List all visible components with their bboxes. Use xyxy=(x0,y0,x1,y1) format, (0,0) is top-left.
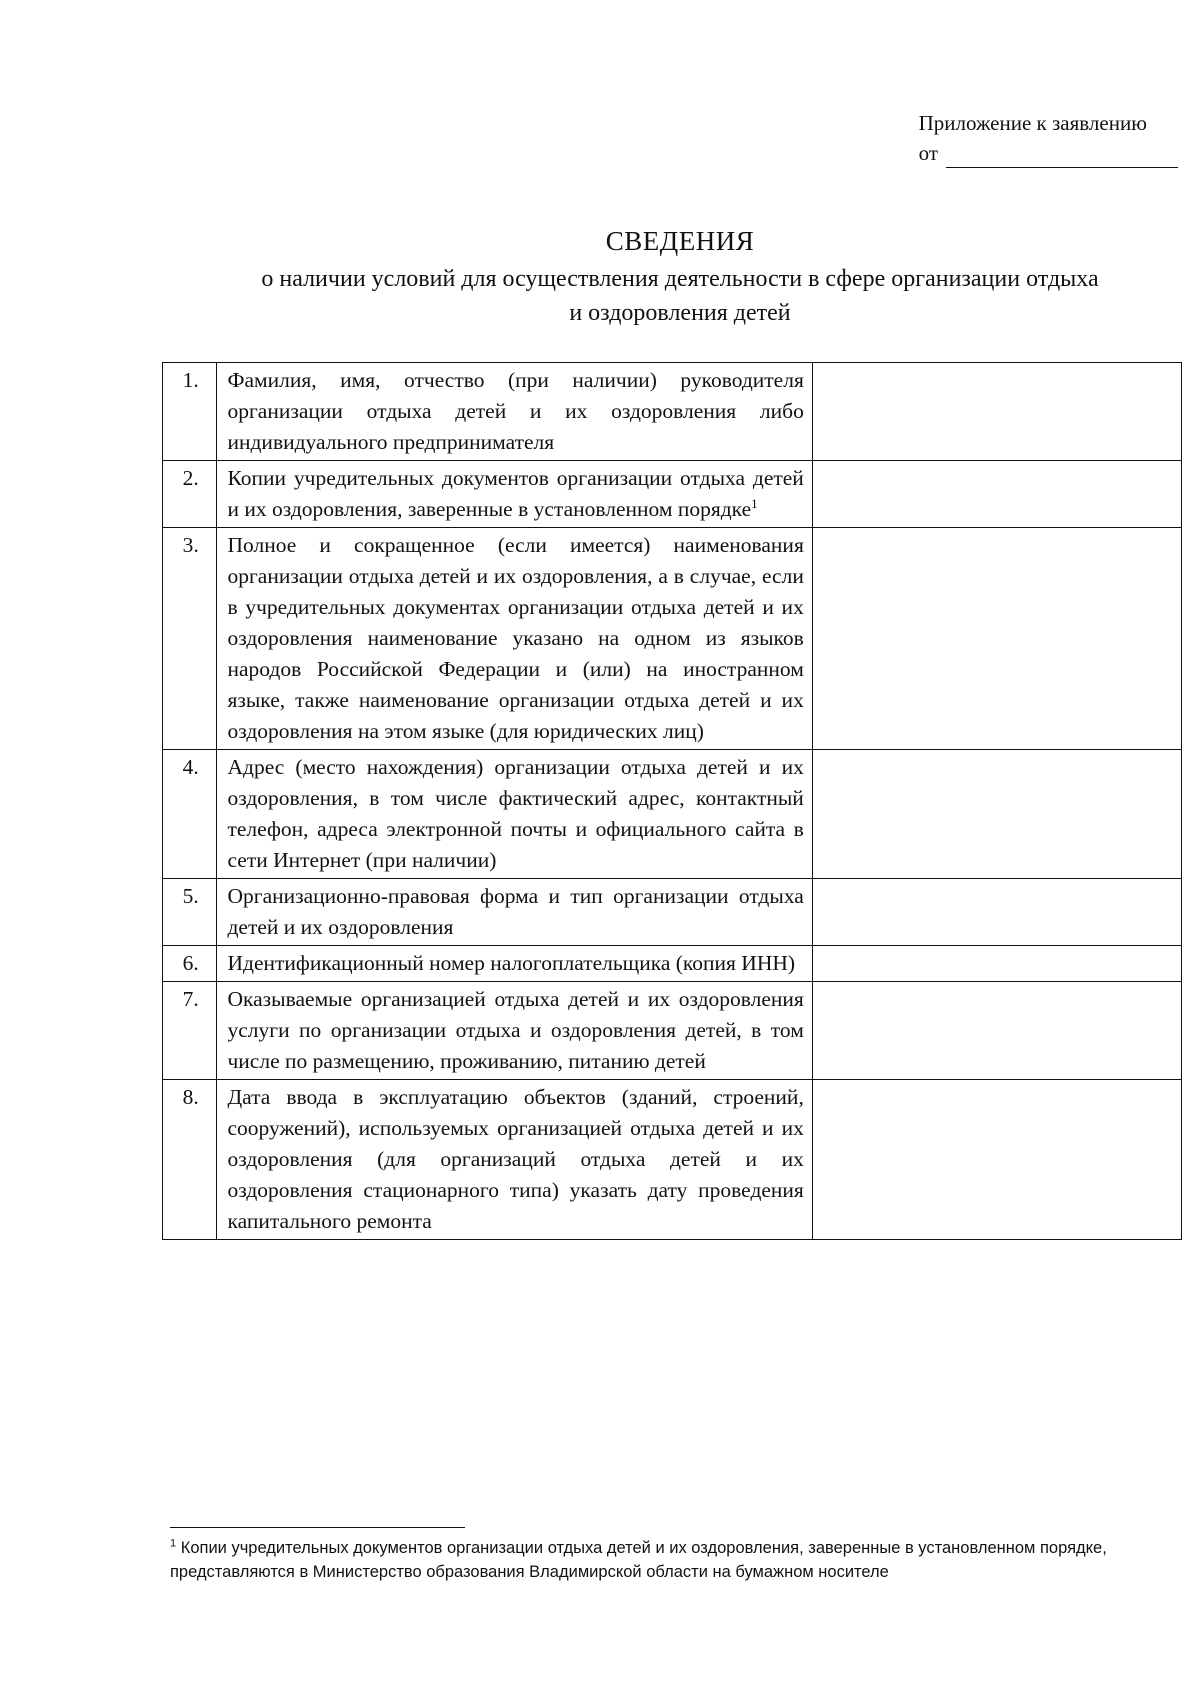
table-row xyxy=(163,982,1182,1080)
info-table xyxy=(162,362,1182,1240)
row-value-cell[interactable] xyxy=(812,750,1181,879)
row-number: 4. xyxy=(163,750,217,879)
table-row xyxy=(163,879,1182,946)
table-row xyxy=(163,363,1182,461)
from-blank-field[interactable] xyxy=(946,145,1178,168)
row-number: 7. xyxy=(163,982,217,1080)
row-number: 8. xyxy=(163,1080,217,1240)
row-number: 3. xyxy=(163,528,217,750)
table-row xyxy=(163,946,1182,982)
row-description: Организационно-правовая форма и тип организации отдыха детей и их оздоровления xyxy=(217,879,812,946)
row-value-cell[interactable] xyxy=(812,879,1181,946)
footnote-mark: 1 xyxy=(170,1537,177,1550)
row-description xyxy=(217,461,812,528)
row-value-cell[interactable] xyxy=(812,363,1181,461)
row-description: Полное и сокращенное (если имеется) наименования организации отдыха детей и их оздоровления, а в случае, если в учредительных документах организации отдыха детей и их оздоровления наименование указано на одном из языков народов Российской Федерации и (или) на иностранном языке, также наименование организации отдыха детей и их оздоровления на этом языке (для юридических лиц) xyxy=(217,528,812,750)
subtitle-line-1: о наличии условий для осуществления деятельности в сфере организации отдыха xyxy=(261,266,1099,292)
row-number: 6. xyxy=(163,946,217,982)
from-label: от xyxy=(918,141,938,165)
document-subtitle xyxy=(160,262,1200,330)
appendix-header xyxy=(919,108,1178,168)
row-description: Оказываемые организацией отдыха детей и их оздоровления услуги по организации отдыха и оздоровления детей, в том числе по размещению, проживанию, питанию детей xyxy=(217,982,812,1080)
row-value-cell[interactable] xyxy=(812,946,1181,982)
row-description-text: Копии учредительных документов организации отдыха детей и их оздоровления, заверенные в установленном порядке xyxy=(227,466,804,521)
table-row xyxy=(163,461,1182,528)
row-value-cell[interactable] xyxy=(812,528,1181,750)
document-title: СВЕДЕНИЯ xyxy=(605,226,755,256)
row-value-cell[interactable] xyxy=(812,982,1181,1080)
table-row xyxy=(163,1080,1182,1240)
table-row xyxy=(163,750,1182,879)
row-description: Идентификационный номер налогоплательщика (копия ИНН) xyxy=(217,946,812,982)
row-number: 5. xyxy=(163,879,217,946)
row-value-cell[interactable] xyxy=(812,1080,1181,1240)
appendix-label: Приложение к заявлению xyxy=(918,111,1147,135)
row-number: 2. xyxy=(163,461,217,528)
row-description: Фамилия, имя, отчество (при наличии) руководителя организации отдыха детей и их оздоровления либо индивидуального предпринимателя xyxy=(217,363,812,461)
footnote xyxy=(170,1536,1150,1584)
footnote-reference: 1 xyxy=(751,495,758,511)
subtitle-line-2: и оздоровления детей xyxy=(569,300,791,326)
row-description: Дата ввода в эксплуатацию объектов (зданий, строений, сооружений), используемых организацией отдыха детей и их оздоровления (для организаций отдыха детей и их оздоровления стационарного типа) указать дату проведения капитального ремонта xyxy=(217,1080,812,1240)
row-value-cell[interactable] xyxy=(812,461,1181,528)
footnote-text: Копии учредительных документов организации отдыха детей и их оздоровления, заверенные в установленном порядке, представляются в Министерство образования Владимирской области на бумажном носителе xyxy=(170,1539,1107,1581)
from-line xyxy=(919,138,1178,168)
row-number: 1. xyxy=(163,363,217,461)
table-row xyxy=(163,528,1182,750)
row-description: Адрес (место нахождения) организации отдыха детей и их оздоровления, в том числе фактический адрес, контактный телефон, адреса электронной почты и официального сайта в сети Интернет (при наличии) xyxy=(217,750,812,879)
footnote-divider xyxy=(170,1527,465,1528)
